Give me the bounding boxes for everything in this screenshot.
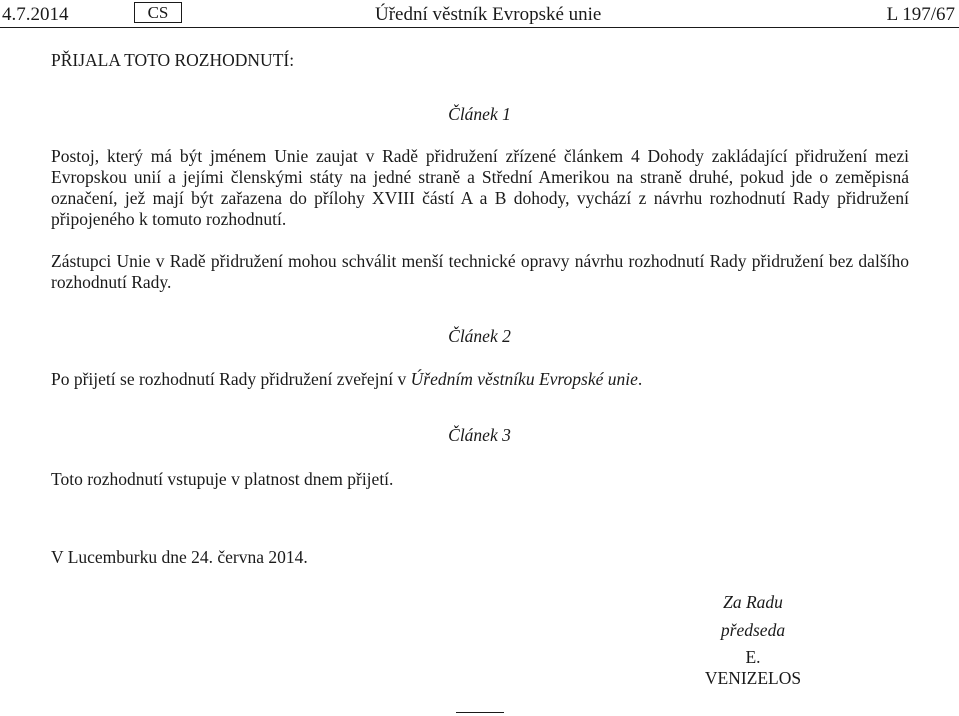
article-2-text-start: Po přijetí se rozhodnutí Rady přidružení zveřejní v <box>51 369 411 389</box>
header-divider <box>0 27 959 28</box>
page-reference: L 197/67 <box>886 4 955 25</box>
article-1-title: Článek 1 <box>448 104 511 124</box>
journal-title: Úřední věstník Evropské unie <box>375 4 602 25</box>
signature-role: předseda <box>720 620 786 640</box>
article-2-title: Článek 2 <box>448 326 511 346</box>
official-journal-reference: Úředním věstníku Evropské unie <box>410 369 638 389</box>
article-1-paragraph-1: Postoj, který má být jménem Unie zaujat v Radě přidružení zřízené článkem 4 Dohody zakládající přidružení mezi Evropskou unií a jejími členskými státy na jedné straně a Střední Amerikou na straně druhé, pokud jde o zeměpisná označení, jež mají být zařazena do přílohy XVIII částí A a B dohody, vychází z návrhu rozhodnutí Rady přidružení připojeného k tomuto rozhodnutí. <box>51 146 909 229</box>
publication-date: 4.7.2014 <box>2 4 69 25</box>
place-and-date: V Lucemburku dne 24. června 2014. <box>51 547 308 567</box>
signatory-name: E. VENIZELOS <box>704 647 802 688</box>
adoption-statement: PŘIJALA TOTO ROZHODNUTÍ: <box>51 50 295 70</box>
article-3-title: Článek 3 <box>448 425 511 445</box>
journal-header <box>0 0 959 30</box>
language-badge: CS <box>134 2 182 23</box>
footer-divider <box>456 712 504 713</box>
article-2-text-end: . <box>637 369 643 389</box>
article-3-paragraph: Toto rozhodnutí vstupuje v platnost dnem přijetí. <box>51 469 394 489</box>
article-2-paragraph <box>51 369 642 390</box>
article-1-paragraph-2: Zástupci Unie v Radě přidružení mohou schválit menší technické opravy návrhu rozhodnutí Rady přidružení bez dalšího rozhodnutí Rady. <box>51 251 909 292</box>
signature-for: Za Radu <box>723 592 783 612</box>
